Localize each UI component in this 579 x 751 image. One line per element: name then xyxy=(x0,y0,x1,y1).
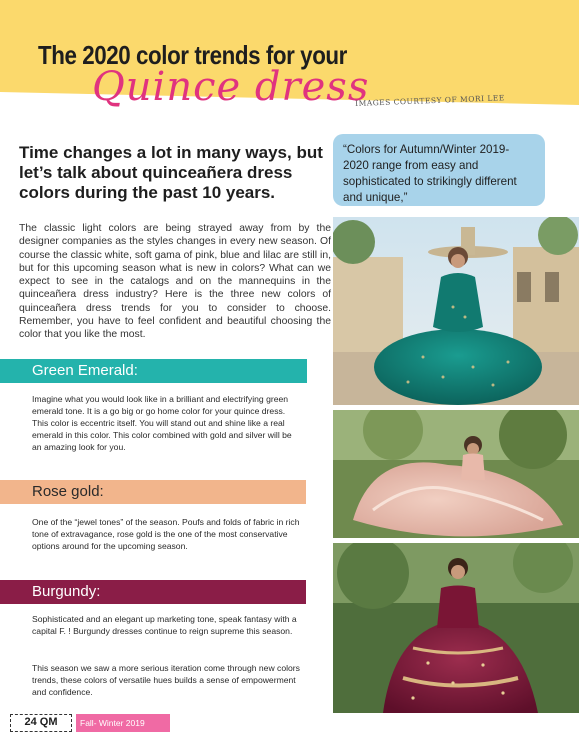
issue-label: Fall- Winter 2019 xyxy=(76,714,170,732)
section-heading-burgundy: Burgundy: xyxy=(0,580,306,604)
photo-rose-gold-dress xyxy=(333,410,579,538)
page-title-script: Quince dress xyxy=(92,64,370,110)
page-title: The 2020 color trends for your xyxy=(38,40,347,70)
article-headline: Time changes a lot in many ways, but let’s talk about quinceañera dress colors during the past 10 years. xyxy=(19,143,323,202)
green-emerald-text: Imagine what you would look like in a brilliant and electrifying green emerald tone. It is a go big or go home color for your quince dress. This color is eccentric itself. You will stand out and shine like a real emerald in this color. This color combined with gold and silver will be an amazing look for you. xyxy=(32,394,292,452)
burgundy-text-2: This season we saw a more serious iteration come through new colors trends, these colors of versatile hues builds a sense of empowerment and confidence. xyxy=(32,663,300,697)
photo-emerald-dress xyxy=(333,217,579,405)
page-number: 24 QM xyxy=(10,714,72,732)
rose-gold-text: One of the “jewel tones” of the season. Poufs and folds of fabric in rich tone of extravagance, rose gold is the one of the most conservative options around for the upcoming season. xyxy=(32,517,300,551)
section-heading-green-emerald: Green Emerald: xyxy=(0,359,307,383)
image-credit: IMAGES COURTESY OF MORI LEE xyxy=(355,93,505,108)
burgundy-text-1: Sophisticated and an elegant up marketing tone, speak fantasy with a capital F. ! Burgundy dresses continue to reign supreme this season. xyxy=(32,614,297,636)
intro-paragraph: The classic light colors are being strayed away from by the designer companies as the styles changes in every new season. Of course the classic white, soft gama of pink, blue and lilac are still in, but for this upcoming season what is new in colors? What can we expect to see in the catalogs and on the mannequins in the quinceañera dress industry? Here is the three new colors of quinceañera dress trends for you to consider to choose. Remember, you have to feel confident and beautiful choosing the color that you like the most. xyxy=(19,223,331,341)
section-heading-rose-gold: Rose gold: xyxy=(0,480,306,504)
photo-burgundy-dress xyxy=(333,543,579,713)
pull-quote: “Colors for Autumn/Winter 2019-2020 range from easy and sophisticated to strikingly different and unique,” xyxy=(333,134,545,206)
